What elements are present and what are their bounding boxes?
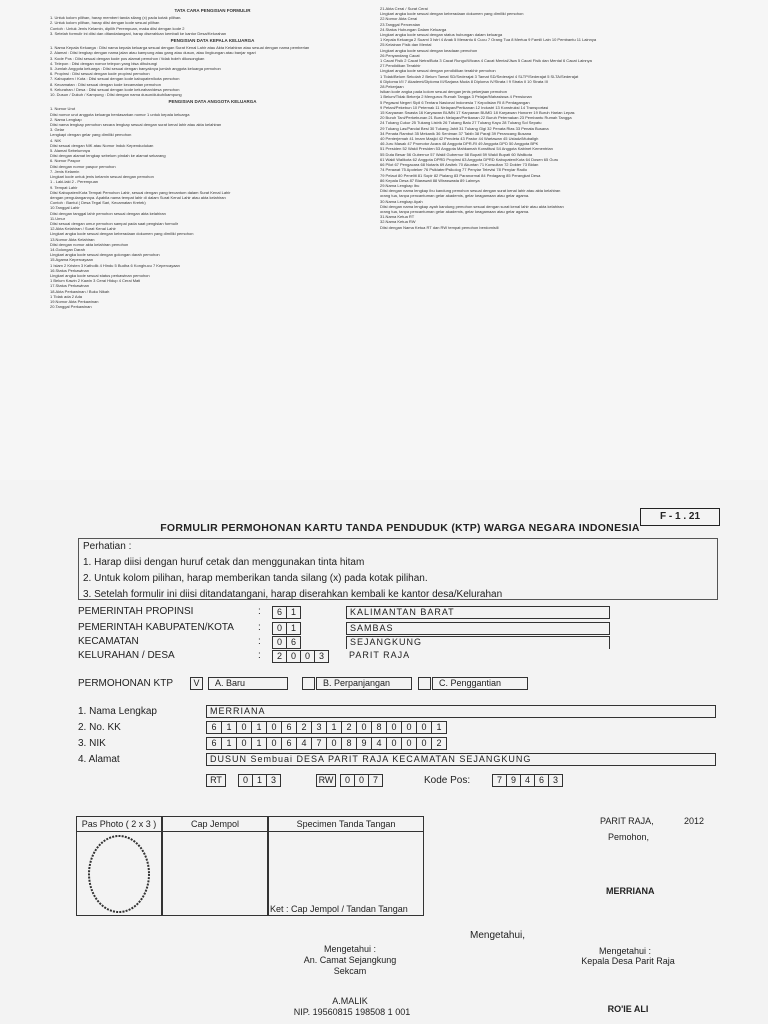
instructions-title: TATA CARA PENGISIAN FORMULIR: [174, 8, 251, 13]
digit-cell: 0: [401, 721, 417, 734]
photo-oval: [77, 832, 161, 916]
digit-cell: 2: [431, 737, 447, 750]
instruction-line: 5. Alamat Sebelumnya: [50, 148, 91, 154]
instructions-right-lines: [380, 6, 720, 230]
digit-cell: 1: [252, 774, 267, 787]
pas-photo-label: Pas Photo ( 2 x 3 ): [77, 817, 161, 832]
cap-jempol-box: [162, 816, 268, 916]
propinsi-code[interactable]: [272, 606, 300, 619]
instruction-line: 1 Tidak/Belum Sekolah 2 Belum Tamat SD/Sederajat 3 Tamat SD/Sederajat 4 SLTP/Sederajat 5 SLTA/Sederajat: [380, 73, 579, 79]
form-title: FORMULIR PERMOHONAN KARTU TANDA PENDUDUK (KTP) WARGA NEGARA INDONESIA: [160, 522, 640, 534]
kk-input[interactable]: [206, 721, 446, 734]
instruction-line: 55 Duta Besar 56 Gubernur 57 Wakil Gubernur 58 Bupati 59 Wakil Bupati 60 Walikota: [380, 151, 533, 157]
instruction-line: 1. Nomor Urut: [50, 106, 76, 112]
digit-cell: 0: [340, 774, 355, 787]
code-cell: 1: [286, 606, 301, 619]
rt-input[interactable]: [238, 774, 280, 787]
digit-cell: 0: [356, 721, 372, 734]
instruction-line: 6. Propinsi : Diisi sesuai dengan kode propinsi pemohon: [50, 71, 150, 77]
kelurahan-label: KELURAHAN / DESA: [78, 650, 175, 661]
camat-title-1: Mengetahui :: [323, 944, 377, 954]
instruction-line: 10. Dusun / Dukuh / Kampung : Diisi dengan nama dusun/dukuh/kampung: [50, 92, 182, 98]
pemohon-label: Pemohon,: [608, 832, 650, 842]
digit-cell: 3: [311, 721, 327, 734]
kades-title-2: Kepala Desa Parit Raja: [581, 956, 675, 966]
instruction-line: 1 Kepala Keluarga 2 Suami 3 Istri 4 Anak 5 Menantu 6 Cucu 7 Orang Tua 8 Mertua 9 Famili Lain 10 Pembantu 11 Lainnya: [380, 37, 597, 43]
instruction-line: 61 Wakil Walikota 62 Anggota DPRD Propinsi 63 Anggota DPRD Kabupaten/Kota 64 Dosen 65 Guru: [380, 156, 559, 162]
digit-cell: 0: [236, 737, 252, 750]
digit-cell: 0: [236, 721, 252, 734]
instruction-line: 1 - Laki-laki 2 - Perempuan: [50, 179, 99, 185]
kabupaten-code[interactable]: [272, 622, 300, 635]
code-cell: 0: [272, 636, 287, 649]
section-kepala-title: PENGISIAN DATA KEPALA KELUARGA: [170, 38, 255, 44]
instruction-line: 66 Pilot 67 Pengacara 68 Notaris 69 Arsitek 70 Akuntan 71 Konsultan 72 Dokter 73 Bidan: [380, 162, 539, 168]
digit-cell: 6: [206, 737, 222, 750]
instruction-line: 2. Alamat : Diisi lengkap dengan nama jalan atau kampung atau gang atau dusun, atau lingkungan atau banjar ngari: [50, 50, 256, 56]
instruction-line: Lingkari angka kode sesuai dengan keberadaan dokumen yang dimiliki pemohon: [380, 11, 524, 17]
instruction-line: 21.Akta Cerai / Surat Cerai: [380, 6, 428, 11]
kecamatan-label: KECAMATAN: [78, 636, 139, 647]
instruction-line: 11.Umur: [50, 215, 66, 221]
instruction-line: 16.Status Perkawinan: [50, 267, 89, 273]
digit-cell: 9: [356, 737, 372, 750]
form-code: F - 1 . 21: [640, 508, 720, 526]
kelurahan-code[interactable]: [272, 650, 328, 663]
instruction-line: orang tua, tanpa pencantuman gelar akademis, gelar keagamaan atau gelar agama.: [380, 208, 530, 214]
kepala-lines: [50, 45, 375, 97]
kelurahan-name[interactable]: PARIT RAJA: [349, 650, 411, 660]
colon: :: [258, 650, 261, 661]
note-1: 1. Harap diisi dengan huruf cetak dan menggunakan tinta hitam: [83, 557, 365, 568]
camat-title-2: An. Camat Sejangkung: [303, 955, 397, 965]
instruction-line: Isikan kode angka pada kolom sesuai dengan jenis pekerjaan pemohon: [380, 89, 507, 95]
instruction-line: 3. Gelar: [50, 127, 65, 133]
instruction-line: 18.Akta Perkawinan / Buku Nikah: [50, 288, 110, 294]
mengetahui-label: Mengetahui,: [470, 930, 526, 941]
instruction-line: 4. Telepon : Diisi dengan nomor telepon yang bisa dihubungi: [50, 60, 158, 66]
colon: :: [258, 606, 261, 617]
kabupaten-name[interactable]: SAMBAS: [346, 622, 610, 635]
option-c-label[interactable]: C. Penggantian: [432, 677, 528, 690]
code-cell: 0: [286, 650, 301, 663]
digit-cell: 0: [386, 737, 402, 750]
instruction-line: 6 Diploma I/II 7 Akademi/Diploma III/Sarjana Muda 8 Diploma IV/Strata I 9 Strata II 10 Strata III: [380, 78, 548, 84]
alamat-label: 4. Alamat: [78, 754, 120, 765]
instruction-line: orang tua, tanpa pencantuman gelar akademis, gelar keagamaan atau gelar agama.: [380, 193, 530, 199]
code-cell: 2: [272, 650, 287, 663]
digit-cell: 3: [548, 774, 563, 787]
note-2: 2. Untuk kolom pilihan, harap memberikan tanda silang (x) pada kotak pilihan.: [83, 573, 428, 584]
notes-box: [78, 538, 718, 600]
digit-cell: 0: [238, 774, 253, 787]
instruction-line: 1. Nama Kepala Keluarga : Diisi nama kepala keluarga sesuai dengan Surat Kenal Lahir atau Akta Kelahiran atau sesuai dengan nama pemberian: [50, 45, 310, 51]
instruction-line: 15 Karyawan Swasta 16 Karyawan BUMN 17 Karyawan BUMD 18 Karyawan Honorer 19 Buruh Harian Lepas: [380, 110, 575, 116]
instruction-line: Diisi sesuai dengan NIK atau Nomor Induk Kependudukan: [50, 142, 154, 148]
instruction-line: 15.Agama Kepercayaan: [50, 257, 93, 263]
instruction-line: Diisi Kabupaten/Kota Tempat Pemohon Lahir, sesuai dengan yang tercantum dalam Surat Kenal Lahir: [50, 189, 231, 195]
instructions-left-lines: [50, 15, 375, 36]
instruction-line: 86 Kepala Desa 87 Biarawati 88 Wiraswasta 89 Lainnya: [380, 177, 480, 183]
digit-cell: 6: [281, 721, 297, 734]
specimen-label: Specimen Tanda Tangan: [269, 817, 423, 832]
instruction-line: 24.Status Hubungan Dalam Keluarga: [380, 26, 447, 32]
digit-cell: 0: [266, 721, 282, 734]
code-cell: 1: [286, 622, 301, 635]
digit-cell: 0: [416, 721, 432, 734]
instruction-line: Lingkari angka kode sesuai dengan pendidikan terakhir pemohon: [380, 68, 496, 74]
digit-cell: 8: [341, 737, 357, 750]
anggota-lines: [50, 106, 375, 309]
digit-cell: 4: [520, 774, 535, 787]
digit-cell: 0: [266, 737, 282, 750]
instruction-line: Diisi dengan alamat lengkap sebelum pindah ke alamat sekarang: [50, 153, 166, 159]
option-b-label[interactable]: B. Perpanjangan: [316, 677, 412, 690]
digit-cell: 6: [206, 721, 222, 734]
instruction-line: Diisi nama lengkap pemohon secara lengkap sesuai dengan surat kenal lahir atau akta kelahiran: [50, 122, 222, 128]
instruction-line: 5. Jumlah Anggota keluarga : Diisi sesuai dengan banyaknya jumlah anggota keluarga pemohon: [50, 66, 221, 72]
digit-cell: 4: [371, 737, 387, 750]
instruction-line: 74 Perawat 75 Apoteker 76 Psikiater/Psikolog 77 Penyiar Televisi 78 Penyiar Radio: [380, 167, 528, 173]
instruction-line: Diisi nomor urut anggota keluarga berdasarkan nomor 1 untuk kepala keluarga: [50, 111, 190, 117]
digit-cell: 8: [371, 721, 387, 734]
instruction-line: 34 Penata Rambut 35 Mekanik 36 Seniman 37 Tabib 38 Paraji 39 Perancang Busana: [380, 130, 532, 136]
note-3: 3. Setelah formulir ini diisi ditandatangani, harap diserahkan kembali ke kantor desa/Kelurahan: [83, 589, 503, 600]
instruction-line: 9. Kelurahan / Desa : Diisi sesuai dengan kode kelurahan/desa pemohon: [50, 86, 180, 92]
instruction-line: 1 Islam 2 Kristen 3 Katholik 4 Hindu 5 Budha 6 Konghucu 7 Kepercayaan: [50, 262, 180, 268]
instruction-line: Diisi dengan nomor akta kelahiran pemohon: [50, 241, 129, 247]
instruction-line: Lingkari angka kode sesuai dengan keadaan pemohon: [380, 47, 478, 53]
pemohon-name: MERRIANA: [606, 886, 655, 896]
digit-cell: 1: [431, 721, 447, 734]
kecamatan-name[interactable]: SEJANGKUNG: [346, 636, 610, 649]
instruction-line: 29 Tukang Las/Pandai Besi 30 Tukang Jahit 31 Tukang Gigi 32 Penata Rias 33 Penata Busana: [380, 125, 549, 131]
sign-place: PARIT RAJA,: [600, 816, 654, 826]
instruction-line: 28.Pekerjaan: [380, 84, 404, 90]
digit-cell: 0: [354, 774, 369, 787]
kades-name: RO'IE ALI: [607, 1004, 649, 1014]
instruction-line: 25.Kelainan Fisik dan Mental: [380, 42, 432, 48]
instruction-line: Lingkari angka kode sesuai dengan status hubungan dalam keluarga: [380, 32, 503, 38]
digit-cell: 2: [341, 721, 357, 734]
instruction-line: 79 Pelaut 80 Peneliti 81 Sopir 82 Pialang 83 Paranormal 84 Pedagang 85 Perangkat Desa: [380, 172, 541, 178]
rw-input[interactable]: [340, 774, 382, 787]
instruction-line: 29.Nama Lengkap Ibu: [380, 182, 420, 188]
instruction-line: 7. Jenis Kelamin: [50, 168, 80, 174]
pas-photo-box: [76, 816, 162, 916]
instruction-line: 22.Nomor Akta Cerai: [380, 16, 418, 22]
instruction-line: Diisi sesuai dengan umur pemohon sampai pada saat pengisian formulir: [50, 220, 179, 226]
digit-cell: 7: [311, 737, 327, 750]
digit-cell: 2: [296, 721, 312, 734]
code-cell: 3: [314, 650, 329, 663]
instruction-line: 2. Untuk kolom pilihan, harap diisi dengan kode sesuai pilihan: [50, 20, 160, 26]
option-c-checkbox[interactable]: [418, 677, 431, 690]
digit-cell: 3: [266, 774, 281, 787]
instruction-line: 30.Nama Lengkap Ayah: [380, 198, 423, 204]
instruction-line: 5 Pegawai Negeri Sipil 6 Tentara Nasional Indonesia 7 Kepolisian RI 8 Perdagangan: [380, 99, 530, 105]
instruction-line: 13.Nomor Akta Kelahiran: [50, 236, 95, 242]
digit-cell: 1: [221, 721, 237, 734]
digit-cell: 7: [492, 774, 507, 787]
instruction-line: 20.Tanggal Perkawinan: [50, 304, 92, 310]
digit-cell: 6: [534, 774, 549, 787]
digit-cell: 1: [326, 721, 342, 734]
rt-label: RT: [206, 774, 226, 787]
sign-year: 2012: [684, 816, 705, 826]
option-b-checkbox[interactable]: [302, 677, 315, 690]
instructions-right-column: [380, 6, 720, 476]
instruction-line: 46 Juru Masak 47 Promotor Acara 48 Anggota DPR-RI 49 Anggota DPD 50 Anggota BPK: [380, 141, 539, 147]
section-anggota-title: PENGISIAN DATA ANGGOTA KELUARGA: [168, 99, 257, 105]
instruction-line: 8. Kecamatan : Diisi sesuai dengan kode kecamatan pemohon: [50, 81, 161, 87]
kodepos-input[interactable]: [492, 774, 562, 787]
instruction-line: 4. NIK: [50, 137, 62, 143]
code-cell: 0: [272, 622, 287, 635]
kk-label: 2. No. KK: [78, 722, 121, 733]
alamat-input[interactable]: DUSUN Sembuai DESA PARIT RAJA KECAMATAN SEJANGKUNG: [206, 753, 716, 766]
propinsi-label: PEMERINTAH PROPINSI: [78, 606, 194, 617]
notes-title: Perhatian :: [83, 541, 132, 552]
ket-label: Ket : Cap Jempol / Tandan Tangan: [270, 904, 408, 914]
specimen-box: [268, 816, 424, 916]
instructions-sheet: [0, 0, 768, 480]
instruction-line: 9. Tempat Lahir: [50, 184, 78, 190]
camat-nip: NIP. 19560815 198508 1 001: [293, 1007, 411, 1017]
instruction-line: Diisi dengan nama lengkap ayah kandung pemohon sesuai dengan surat kenal lahir atau akta kelahiran: [380, 203, 564, 209]
instruction-line: Lingkari angka kode sesuai status perkawinan pemohon: [50, 272, 150, 278]
cap-jempol-label: Cap Jempol: [163, 817, 267, 832]
instruction-line: Lingkari angka kode sesuai dengan golongan darah pemohon: [50, 252, 160, 258]
kabupaten-label: PEMERINTAH KABUPATEN/KOTA: [78, 622, 234, 633]
digit-cell: 1: [251, 737, 267, 750]
camat-title-3: Sekcam: [333, 966, 367, 976]
option-a-label[interactable]: A. Baru: [208, 677, 288, 690]
instruction-line: Diisi dengan Nama Ketua RT dan RW tempat pemohon berdomisili: [380, 224, 499, 230]
instruction-line: 14.Golongan Darah: [50, 246, 85, 252]
instruction-line: 1 Belum Kawin 2 Kawin 3 Cerai Hidup 4 Cerai Mati: [50, 278, 141, 284]
instruction-line: 9 Petani/Pekebun 10 Peternak 11 Nelayan/Perikanan 12 Industri 13 Konstruksi 14 Transportasi: [380, 104, 549, 110]
option-a-checkbox[interactable]: V: [190, 677, 203, 690]
permohonan-label: PERMOHONAN KTP: [78, 678, 174, 689]
nik-label: 3. NIK: [78, 738, 106, 749]
instruction-line: Contoh : Bantul ( Desa Tegal Sari, Kecamatan Kretek): [50, 200, 146, 206]
instruction-line: Lingkari angka kode sesuai dengan keberadaan dokumen yang dimiliki pemohon: [50, 231, 194, 237]
digit-cell: 4: [296, 737, 312, 750]
nama-input[interactable]: MERRIANA: [206, 705, 716, 718]
colon: :: [258, 622, 261, 633]
digit-cell: 0: [401, 737, 417, 750]
colon: :: [258, 636, 261, 647]
instruction-line: 6. Nomor Paspor: [50, 158, 81, 164]
instruction-line: Lingkari kode untuk jenis kelamin sesuai dengan pemohon: [50, 174, 154, 180]
instruction-line: 17.Status Perkawinan: [50, 283, 89, 289]
instruction-line: 1. Untuk kolom pilihan, harap memberi tanda silang (x) pada kotak pilihan.: [50, 15, 182, 21]
instruction-line: 27.Pendidikan Terakhir: [380, 63, 421, 69]
instruction-line: 1 Tidak ada 2 Ada: [50, 293, 83, 299]
nik-input[interactable]: [206, 737, 446, 750]
code-cell: 6: [286, 636, 301, 649]
instructions-left-column: [50, 6, 375, 476]
digit-cell: 9: [506, 774, 521, 787]
code-cell: 0: [300, 650, 315, 663]
instruction-line: dengan pengulangannya. Apabila nama tempat lahir di dalam Surat Kenal Lahir atau akta kelahiran: [50, 194, 226, 200]
kecamatan-code[interactable]: [272, 636, 300, 649]
rw-label: RW: [316, 774, 336, 787]
nama-label: 1. Nama Lengkap: [78, 706, 157, 717]
digit-cell: 0: [326, 737, 342, 750]
instruction-line: Contoh : Untuk Jenis Kelamin, dipilih Perempuan, maka diisi dengan kode 2: [50, 25, 185, 31]
digit-cell: 7: [368, 774, 383, 787]
instruction-line: 19.Nomor Akta Perkawinan: [50, 298, 99, 304]
code-cell: 6: [272, 606, 287, 619]
digit-cell: 6: [281, 737, 297, 750]
digit-cell: 1: [221, 737, 237, 750]
instruction-line: 51 Presiden 52 Wakil Presiden 53 Anggota Mahkamah Konstitusi 54 Anggota Kabinet Kementrian: [380, 146, 553, 152]
instruction-line: 26.Penyandang Cacat: [380, 52, 420, 58]
instruction-line: 20 Buruh Tani/Perkebunan 21 Buruh Nelayan/Perikanan 22 Buruh Peternakan 23 Pembantu Rumah Tangga: [380, 115, 572, 121]
instruction-line: 10.Tanggal Lahir: [50, 205, 80, 211]
digit-cell: 0: [416, 737, 432, 750]
instruction-line: 3. Kode Pos : Diisi sesuai dengan kode pos alamat pemohon / tidak boleh dikosongkan: [50, 55, 205, 61]
instruction-line: 3. Setelah formulir ini diisi dan ditandatangani, harap diserahkan kembali ke kantor Desa/Kelurahan: [50, 30, 227, 36]
instruction-line: 1 Belum/Tidak Bekerja 2 Mengurus Rumah Tangga 3 Pelajar/Mahasiswa 4 Pensiunan: [380, 94, 532, 100]
kodepos-label: Kode Pos:: [424, 775, 471, 786]
instruction-line: Diisi dengan nama lengkap ibu kandung pemohon sesuai dengan surat kenal lahir atau akta kelahiran: [380, 188, 561, 194]
digit-cell: 1: [251, 721, 267, 734]
instruction-line: 23.Tanggal Perceraian: [380, 21, 421, 27]
propinsi-name[interactable]: KALIMANTAN BARAT: [346, 606, 610, 619]
instruction-line: Diisi dengan nomor paspor pemohon: [50, 163, 116, 169]
kades-title-1: Mengetahui :: [598, 946, 652, 956]
instruction-line: 32.Nama Ketua RW: [380, 219, 416, 225]
instruction-line: 24 Tukang Cukur 25 Tukang Listrik 26 Tukang Batu 27 Tukang Kayu 28 Tukang Sol Sepatu: [380, 120, 542, 126]
instruction-line: 2. Nama Lengkap: [50, 116, 82, 122]
instruction-line: 7. Kabupaten / Kota : Diisi sesuai dengan kode kabupaten/kota pemohon: [50, 76, 180, 82]
instruction-line: Diisi dengan tanggal lahir pemohon sesuai dengan akta kelahiran: [50, 210, 166, 216]
instruction-line: 1 Cacat Fisik 2 Cacat Netra/Buta 3 Cacat Rungu/Wicara 4 Cacat Mental/Jiwa 5 Cacat Fisik dan Mental 6 Cacat Lainnya: [380, 58, 592, 64]
digit-cell: 0: [386, 721, 402, 734]
camat-name: A.MALIK: [332, 996, 368, 1006]
instruction-line: Lengkapi dengan gelar yang dimiliki pemohon: [50, 132, 132, 138]
instruction-line: 31.Nama Ketua RT: [380, 214, 415, 220]
instruction-line: 12.Akta Kelahiran / Surat Kenal Lahir: [50, 226, 116, 232]
instruction-line: 40 Penterjemah 41 Imam Masjid 42 Pendeta 43 Pastor 44 Wartawan 45 Ustadz/Mubaligh: [380, 136, 539, 142]
